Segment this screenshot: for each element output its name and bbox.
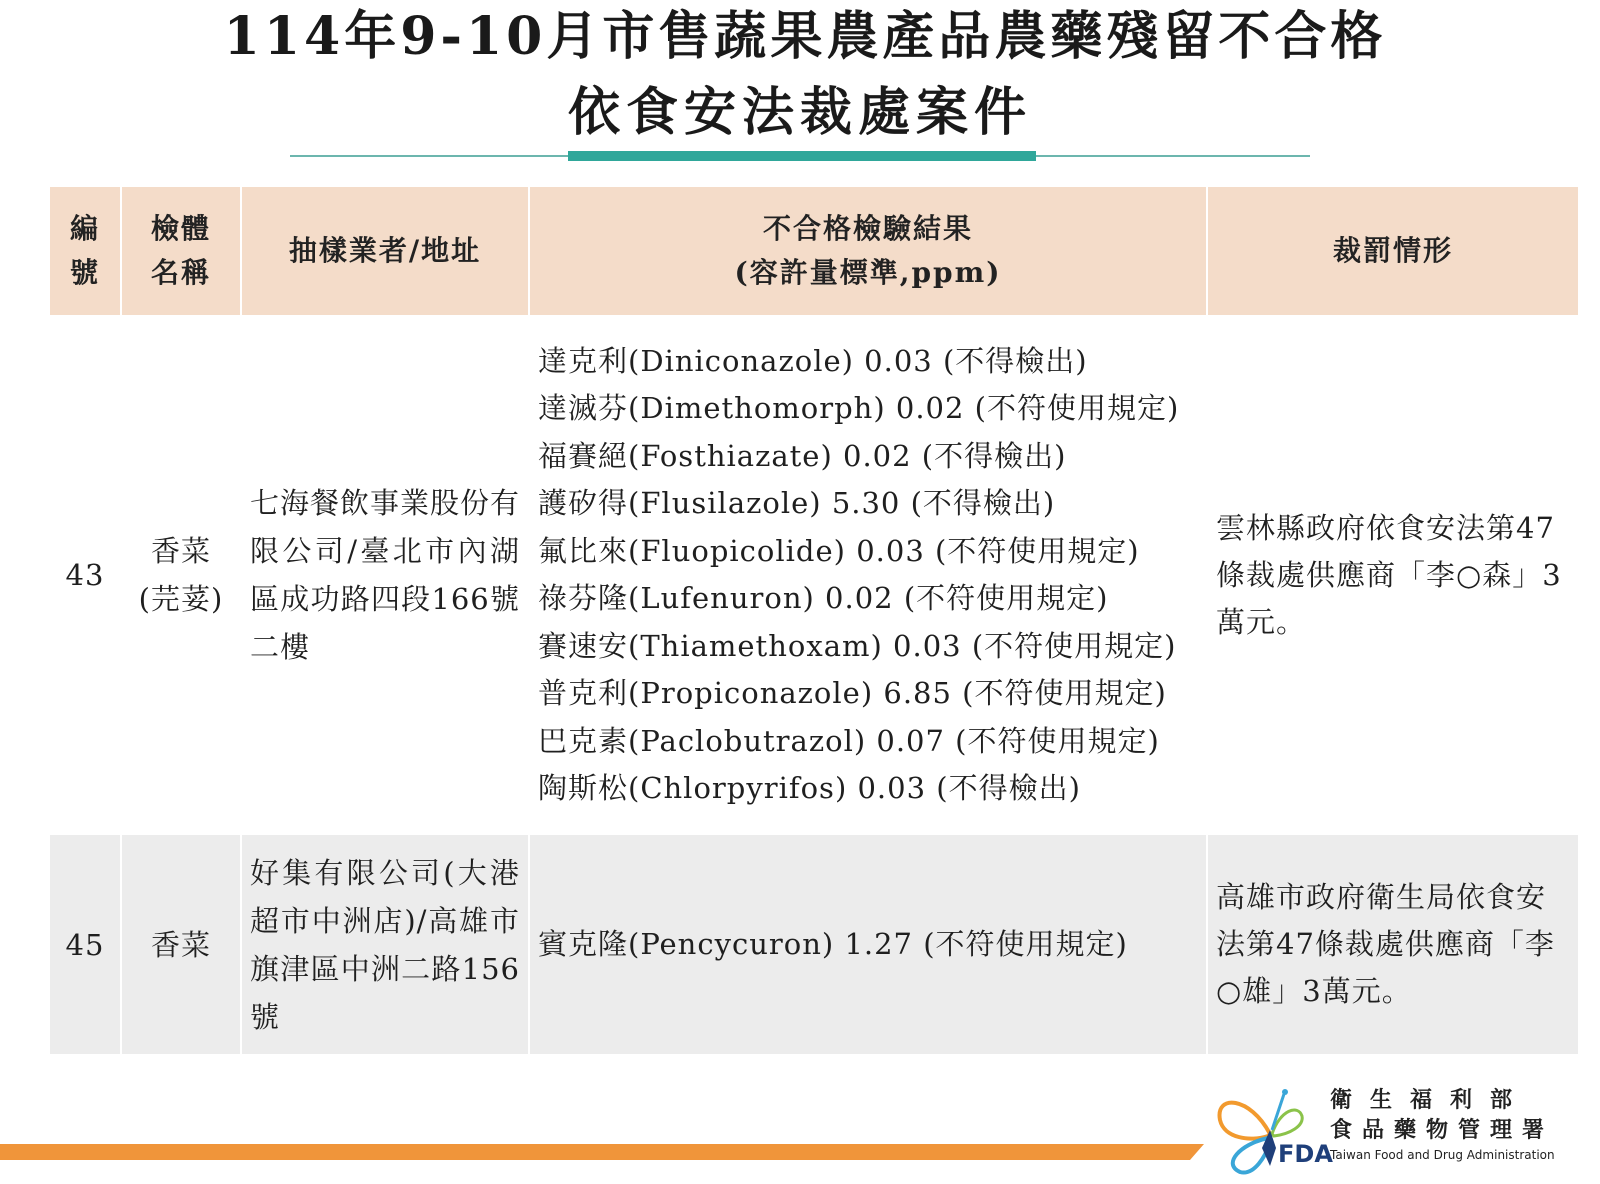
column-header-number-line1: 編: [69, 212, 100, 245]
column-header-result-line2: (容許量標準,ppm): [734, 256, 1002, 289]
penalty-detail: 雲林縣政府依食安法第47條裁處供應商「李○森」3萬元。: [1208, 315, 1578, 835]
org-name-line1: 衛生福利部: [1330, 1088, 1531, 1113]
result-item: 祿芬隆(Lufenuron) 0.02 (不符使用規定): [538, 581, 1109, 615]
result-item: 達克利(Diniconazole) 0.03 (不得檢出): [538, 343, 1088, 378]
fda-wordmark: FDA: [1278, 1140, 1333, 1168]
column-header-vendor: 抽樣業者/地址: [242, 187, 528, 315]
column-header-result-line1: 不合格檢驗結果: [762, 212, 973, 245]
org-name-english: Taiwan Food and Drug Administration: [1330, 1148, 1555, 1162]
column-header-sample-name-line2: 名稱: [150, 256, 211, 289]
sample-name-line2: (芫荽): [138, 582, 224, 616]
column-header-sample-name: [122, 187, 240, 315]
result-item: 巴克素(Paclobutrazol) 0.07 (不符使用規定): [538, 723, 1160, 758]
vendor-address: 七海餐飲事業股份有限公司/臺北市內湖區成功路四段166號二樓: [242, 315, 528, 835]
table-header-row: [50, 187, 1578, 315]
table-row: [50, 315, 1578, 835]
result-item: 陶斯松(Chlorpyrifos) 0.03 (不得檢出): [538, 771, 1081, 805]
column-header-number-line2: 號: [69, 256, 100, 289]
sample-name: [122, 835, 240, 1054]
sample-name-line1: 香菜: [150, 534, 211, 568]
test-results: [530, 315, 1206, 835]
penalty-cases-table: [48, 187, 1580, 1054]
result-item: 賽速安(Thiamethoxam) 0.03 (不符使用規定): [538, 628, 1177, 663]
page-title: 114年9-10月市售蔬果農產品農藥殘留不合格: [223, 6, 1387, 67]
test-results: [530, 835, 1206, 1054]
column-header-sample-name-line1: 檢體: [150, 212, 211, 245]
page-title-block: [0, 4, 1600, 148]
result-item: 護矽得(Flusilazole) 5.30 (不得檢出): [538, 486, 1056, 520]
case-number: 43: [50, 315, 120, 835]
column-header-number: [50, 187, 120, 315]
table-row: [50, 835, 1578, 1054]
case-number: 45: [50, 835, 120, 1054]
column-header-penalty: 裁罰情形: [1208, 187, 1578, 315]
title-divider-accent: [568, 151, 1036, 161]
vendor-address: 好集有限公司(大港超市中洲店)/高雄市旗津區中洲二路156號: [242, 835, 528, 1054]
result-item: 福賽絕(Fosthiazate) 0.02 (不得檢出): [538, 438, 1067, 473]
result-item: 普克利(Propiconazole) 6.85 (不符使用規定): [538, 676, 1167, 710]
org-name-line2: 食品藥物管理署: [1330, 1118, 1555, 1143]
fda-logo: [1210, 1086, 1590, 1178]
footer-accent-bar: [0, 1144, 1204, 1160]
result-item: 氟比來(Fluopicolide) 0.03 (不符使用規定): [538, 533, 1140, 568]
result-item: 賓克隆(Pencycuron) 1.27 (不符使用規定): [538, 926, 1128, 961]
page-subtitle: 依食安法裁處案件: [567, 82, 1032, 143]
sample-name: [122, 315, 240, 835]
result-item: 達滅芬(Dimethomorph) 0.02 (不符使用規定): [538, 391, 1180, 425]
org-name: [1330, 1086, 1580, 1164]
penalty-detail: 高雄市政府衛生局依食安法第47條裁處供應商「李○雄」3萬元。: [1208, 835, 1578, 1054]
sample-name-line1: 香菜: [150, 927, 211, 962]
column-header-result: [530, 187, 1206, 315]
